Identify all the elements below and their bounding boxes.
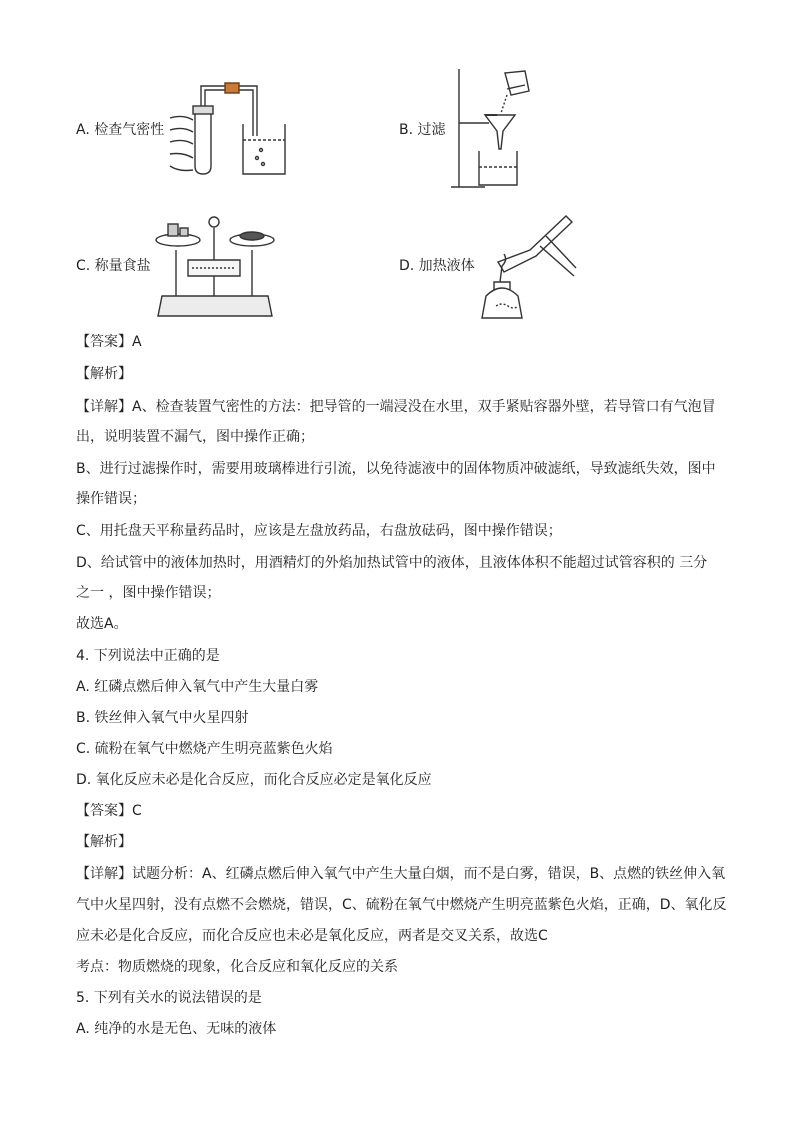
q3-option-b-line-2: 操作错误； xyxy=(76,491,146,507)
airtightness-check-figure xyxy=(165,78,295,178)
q3-option-d-line-2: 之一 ，图中操作错误； xyxy=(76,585,221,601)
q3-option-d-line-1: D、给试管中的液体加热时，用酒精灯的外焰加热试管中的液体，且液体体积不能超过试管容积的 三分 xyxy=(76,555,708,571)
option-c-label: C. 称量食盐 xyxy=(76,258,151,274)
q3-detail-line-2: 出，说明装置不漏气，图中操作正确； xyxy=(76,429,314,445)
q3-answer: 【答案】A xyxy=(76,334,142,350)
q4-option-c: C. 硫粉在氧气中燃烧产生明亮蓝紫色火焰 xyxy=(76,741,333,757)
q5-option-a: A. 纯净的水是无色、无味的液体 xyxy=(76,1021,277,1037)
q5-stem: 5. 下列有关水的说法错误的是 xyxy=(76,990,262,1006)
option-a-label: A. 检查气密性 xyxy=(76,122,165,138)
q4-analysis-label: 【解析】 xyxy=(76,834,132,850)
q4-option-a: A. 红磷点燃后伸入氧气中产生大量白雾 xyxy=(76,679,319,695)
q3-conclusion: 故选A。 xyxy=(76,616,128,632)
q4-detail-line-3: 应未必是化合反应，而化合反应也未必是氧化反应，两者是交叉关系，故选C xyxy=(76,928,548,944)
filtration-figure xyxy=(445,65,545,190)
option-b-label: B. 过滤 xyxy=(399,122,446,138)
balance-figure xyxy=(150,208,280,323)
q3-analysis-label: 【解析】 xyxy=(76,366,132,382)
q3-option-c-line: C、用托盘天平称量药品时，应该是左盘放药品，右盘放砝码，图中操作错误； xyxy=(76,523,562,539)
q3-option-b-line-1: B、进行过滤操作时，需要用玻璃棒进行引流，以免待滤液中的固体物质冲破滤纸，导致滤纸失效，图中 xyxy=(76,461,716,477)
q4-kaodian: 考点：物质燃烧的现象，化合反应和氧化反应的关系 xyxy=(76,959,398,975)
heating-liquid-figure xyxy=(470,210,580,322)
q4-detail-line-2: 气中火星四射，没有点燃不会燃烧，错误，C、硫粉在氧气中燃烧产生明亮蓝紫色火焰，正确，D、氧化反 xyxy=(76,897,727,913)
q4-answer: 【答案】C xyxy=(76,803,142,819)
q3-detail-line-1: 【详解】A、检查装置气密性的方法：把导管的一端浸没在水里，双手紧贴容器外壁，若导管口有气泡冒 xyxy=(76,399,716,415)
q4-stem: 4. 下列说法中正确的是 xyxy=(76,648,220,664)
q4-option-b: B. 铁丝伸入氧气中火星四射 xyxy=(76,710,249,726)
q4-option-d: D. 氧化反应未必是化合反应，而化合反应必定是氧化反应 xyxy=(76,772,432,788)
option-d-label: D. 加热液体 xyxy=(399,258,475,274)
q4-detail-line-1: 【详解】试题分析：A、红磷点燃后伸入氧气中产生大量白烟，而不是白雾，错误，B、点燃的铁丝伸入氧 xyxy=(76,866,726,882)
